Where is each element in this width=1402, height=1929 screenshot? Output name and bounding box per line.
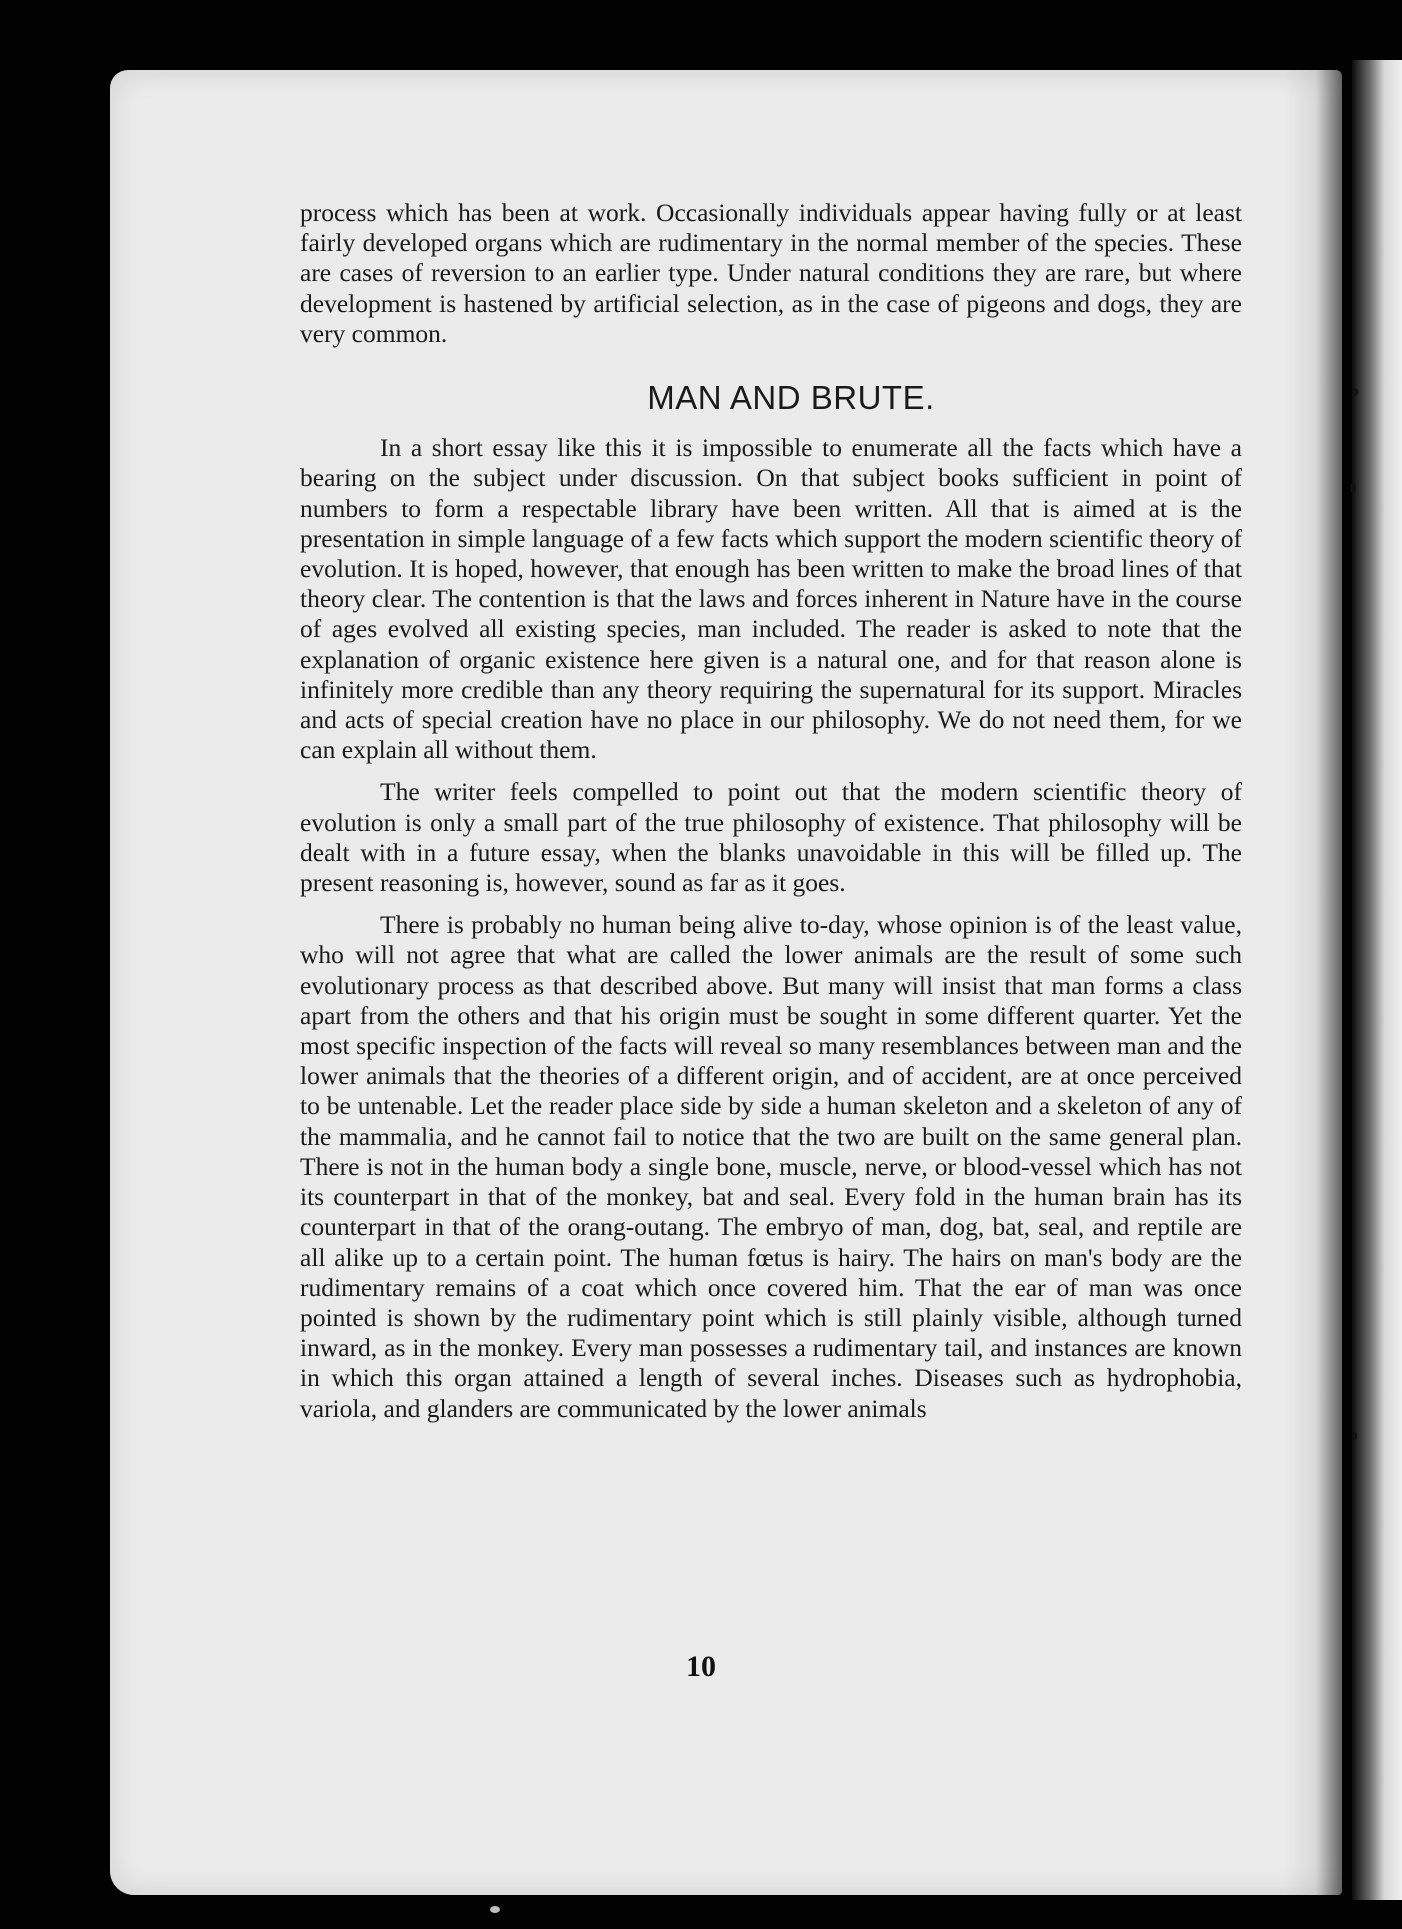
page-number: 10 [686,1650,716,1683]
margin-speck [1352,388,1358,396]
paragraph: There is probably no human being alive to-day, whose opinion is of the least value, who will not agree that what are called the lower animals are the result of some such evolutionary process as that described above. But many will insist that man forms a class apart from the others and that his origin must be sought in some different quarter. Yet the most specific inspection of the facts will reveal so many resemblances between man and the lower animals that the theories of a different origin, and of accident, are at once perceived to be untenable. Let the reader place side by side a human skeleton and a skeleton of any of the mammalia, and he cannot fail to notice that the two are built on the same general plan. There is not in the human body a single bone, muscle, nerve, or blood-vessel which has not its counterpart in that of the monkey, bat and seal. Every fold in the human brain has its counterpart in that of the orang-outang. The embryo of man, dog, bat, seal, and reptile are all alike up to a certain point. The human fœtus is hairy. The hairs on man's body are the rudimentary remains of a coat which once covered him. That the ear of man was once pointed is shown by the rudimentary point which is still plainly visible, although turned inward, as in the monkey. Every man possesses a rudimentary tail, and instances are known in which this organ attained a length of several inches. Diseases such as hydrophobia, variola, and glanders are communicated by the lower animals [300,910,1242,1423]
paragraph-continued: process which has been at work. Occasionally individuals appear having fully or at least fairly developed organs which are rudimentary in the normal member of the species. These are cases of reversion to an earlier type. Under natural conditions they are rare, but where development is hastened by artificial selection, as in the case of pigeons and dogs, they are very common. [300,198,1242,348]
book-binding-edge [1352,60,1402,1900]
paragraph: In a short essay like this it is impossible to enumerate all the facts which have a bearing on the subject under discussion. On that subject books sufficient in point of numbers to form a respectable library have been written. All that is aimed at is the presentation in simple language of a few facts which support the modern scientific theory of evolution. It is hoped, however, that enough has been written to make the broad lines of that theory clear. The contention is that the laws and forces inherent in Nature have in the course of ages evolved all existing species, man included. The reader is asked to note that the explanation of organic existence here given is a natural one, and for that reason alone is infinitely more credible than any theory requiring the supernatural for its support. Miracles and acts of special creation have no place in our philosophy. We do not need them, for we can explain all without them. [300,433,1242,765]
section-heading: MAN AND BRUTE. [647,379,935,417]
margin-speck [1352,1432,1357,1440]
binding-shadow [1284,70,1342,1895]
margin-speck [490,1906,500,1913]
margin-speck [1350,483,1356,493]
paragraph: The writer feels compelled to point out that the modern scientific theory of evolution is only a small part of the true philosophy of existence. That philosophy will be dealt with in a future essay, when the blanks unavoidable in this will be filled up. The present reasoning is, however, sound as far as it goes. [300,777,1242,898]
document-body [300,198,1242,1436]
